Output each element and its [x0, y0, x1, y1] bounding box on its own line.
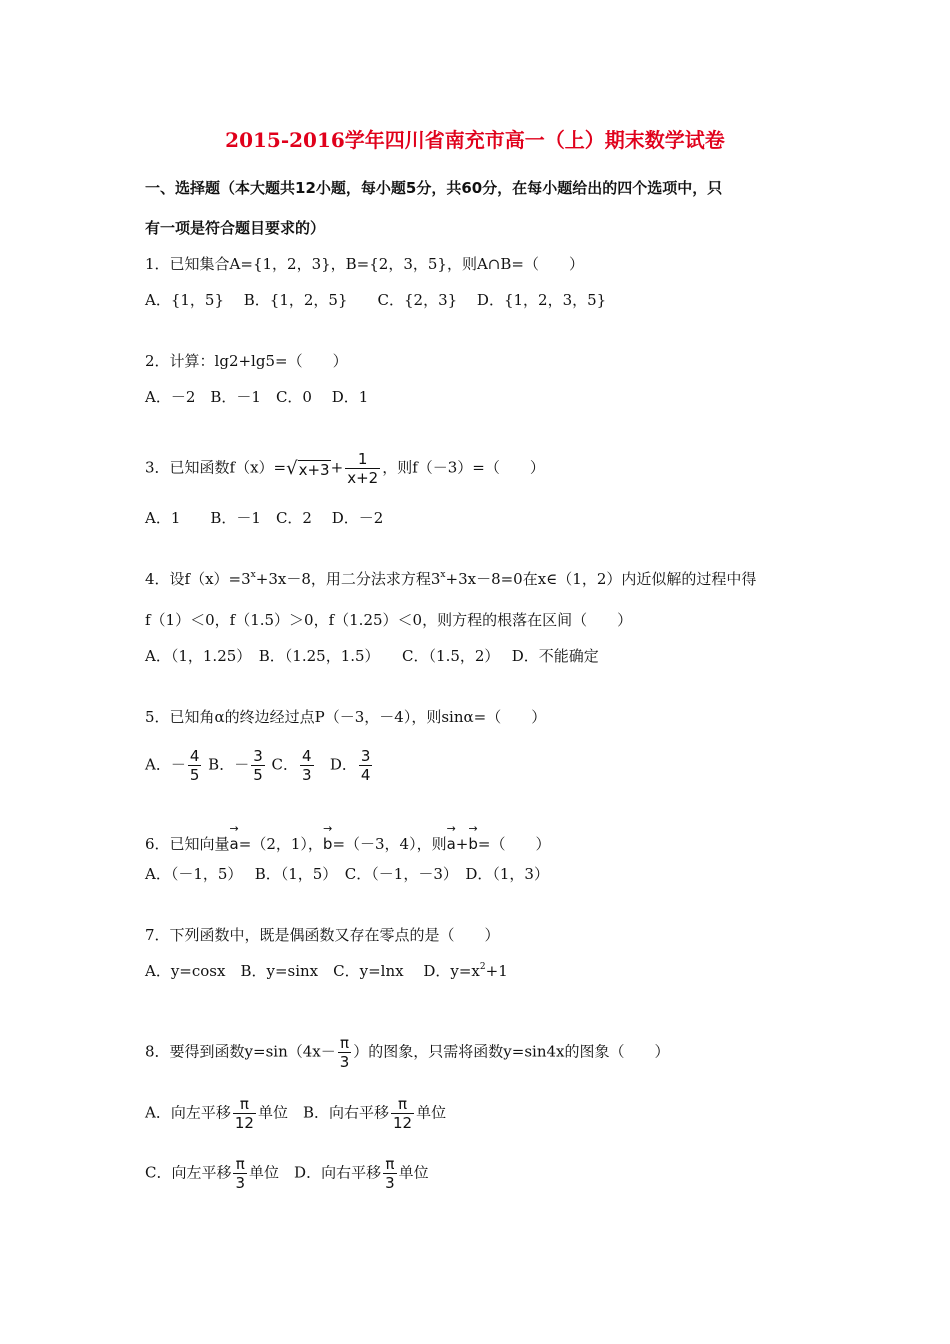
question-4-line1 [145, 569, 756, 589]
fraction-denominator: 12 [392, 1114, 413, 1132]
question-1-stem: 1．已知集合A={1，2，3}，B={2，3，5}，则A∩B=（ ） [145, 255, 584, 273]
option-a-fraction [188, 747, 202, 784]
option-c-fraction [233, 1155, 247, 1192]
question-1-options: A．{1，5} B．{1，2，5} C．{2，3} D．{1，2，3，5} [145, 291, 607, 309]
vector-b-letter: b [468, 835, 478, 853]
q4-text-b: +3x－8，用二分法求方程3 [255, 570, 441, 588]
q4-text-a: 4．设f（x）=3 [145, 570, 251, 588]
fraction-denominator: 3 [339, 1053, 350, 1071]
option-a-unit: 单位 [257, 1103, 288, 1122]
fraction-numerator: 4 [189, 747, 200, 765]
exponent: 2 [479, 962, 486, 972]
fraction-numerator: π [235, 1155, 245, 1173]
question-2-stem: 2．计算：lg2+lg5=（ ） [145, 352, 348, 370]
exponent: x [440, 570, 446, 580]
q7-options-b: +1 [485, 962, 508, 980]
vector-arrow-icon: → [468, 822, 478, 835]
question-3-pre: 3．已知函数f（x）= [145, 458, 287, 477]
radicand: x+3 [298, 460, 330, 479]
option-d-unit: 单位 [398, 1163, 429, 1182]
fraction-denominator: 3 [235, 1174, 246, 1192]
question-3-stem [145, 450, 545, 487]
fraction-numerator: π [239, 1095, 249, 1113]
exponent: x [250, 570, 256, 580]
fraction-numerator: π [385, 1155, 395, 1173]
fraction-denominator: 3 [385, 1174, 395, 1192]
fraction-numerator: 4 [302, 747, 312, 765]
fraction-denominator: 12 [234, 1114, 254, 1132]
option-c-label: C． [271, 755, 299, 774]
option-a-fraction [233, 1095, 256, 1132]
sqrt-expression [286, 459, 330, 479]
fraction-numerator: 3 [360, 747, 371, 765]
q7-options-a: A．y=cosx B．y=sinx C．y=lnx D．y=x [145, 962, 480, 980]
fraction-numerator: π [398, 1095, 408, 1113]
option-a-label: A．－ [145, 755, 186, 774]
fraction-denominator: 4 [360, 766, 371, 784]
section-heading-line2: 有一项是符合题目要求的） [145, 219, 326, 237]
fraction [338, 1034, 352, 1071]
vector-a [229, 822, 239, 854]
radical-sign-icon: √ [286, 457, 298, 479]
fraction-denominator: 5 [189, 766, 200, 784]
option-d-label: D． [329, 755, 357, 774]
plus-sign: + [455, 835, 469, 853]
fraction-denominator: 3 [302, 766, 312, 784]
question-7-options [145, 961, 508, 981]
question-5-stem: 5．已知角α的终边经过点P（－3，－4），则sinα=（ ） [145, 708, 547, 726]
fraction-numerator: π [340, 1034, 350, 1052]
option-c-text: C．向左平移 [145, 1163, 232, 1182]
vector-a-letter: a [446, 835, 456, 853]
option-d-fraction [359, 747, 373, 784]
q6-mid2: =（－3，4），则 [332, 835, 447, 853]
vector-b [322, 822, 333, 854]
fraction-numerator: 1 [357, 450, 368, 468]
option-a-text: A．向左平移 [145, 1103, 231, 1122]
option-b-label: B．－ [208, 755, 250, 774]
q6-pre: 6．已知向量 [145, 835, 230, 853]
q8-post: ）的图象，只需将函数y=sin4x的图象（ ） [353, 1042, 670, 1061]
question-4-options: A．（1，1.25） B．（1.25，1.5） C．（1.5，2） D．不能确定 [145, 647, 599, 665]
option-b-fraction [251, 747, 265, 784]
question-6-stem [145, 822, 551, 854]
question-8-options-ab [145, 1095, 446, 1132]
q8-pre: 8．要得到函数y=sin（4x－ [145, 1042, 336, 1061]
question-6-options: A．（－1，5） B．（1，5） C．（－1，－3） D．（1，3） [145, 865, 549, 883]
vector-a [446, 822, 456, 854]
question-4-line2: f（1）＜0，f（1.5）＞0，f（1.25）＜0，则方程的根落在区间（ ） [145, 611, 633, 629]
vector-b [468, 822, 478, 854]
vector-b-letter: b [322, 835, 333, 853]
question-8-stem [145, 1034, 670, 1071]
vector-arrow-icon: → [229, 822, 239, 835]
option-b-fraction [391, 1095, 414, 1132]
q6-post: =（ ） [477, 835, 551, 853]
option-d-text: D．向右平移 [279, 1163, 382, 1182]
vector-arrow-icon: → [323, 822, 333, 835]
option-d-fraction [383, 1155, 397, 1192]
fraction-denominator: x+2 [347, 469, 379, 487]
question-8-options-cd [145, 1155, 429, 1192]
option-c-fraction [300, 747, 314, 784]
fraction-numerator: 3 [253, 747, 263, 765]
vector-arrow-icon: → [446, 822, 456, 835]
fraction [345, 450, 380, 487]
question-3-post: ，则f（－3）=（ ） [382, 458, 545, 477]
exam-title: 2015-2016学年四川省南充市高一（上）期末数学试卷 [225, 128, 725, 152]
q4-text-c: +3x－8=0在x∈（1，2）内近似解的过程中得 [445, 570, 757, 588]
option-c-unit: 单位 [249, 1163, 280, 1182]
question-5-options [145, 747, 374, 784]
q6-mid1: =（2，1）， [238, 835, 323, 853]
question-3-options: A．1 B．－1 C．2 D．－2 [145, 509, 384, 527]
vector-a-letter: a [229, 835, 239, 853]
section-heading-line1: 一、选择题（本大题共12小题，每小题5分，共60分，在每小题给出的四个选项中，只 [145, 179, 723, 197]
question-7-stem: 7．下列函数中，既是偶函数又存在零点的是（ ） [145, 926, 500, 944]
plus-sign: + [330, 458, 344, 477]
option-b-text: B．向右平移 [287, 1103, 389, 1122]
question-2-options: A．－2 B．－1 C．0 D．1 [145, 388, 369, 406]
option-b-unit: 单位 [416, 1103, 447, 1122]
fraction-denominator: 5 [253, 766, 263, 784]
